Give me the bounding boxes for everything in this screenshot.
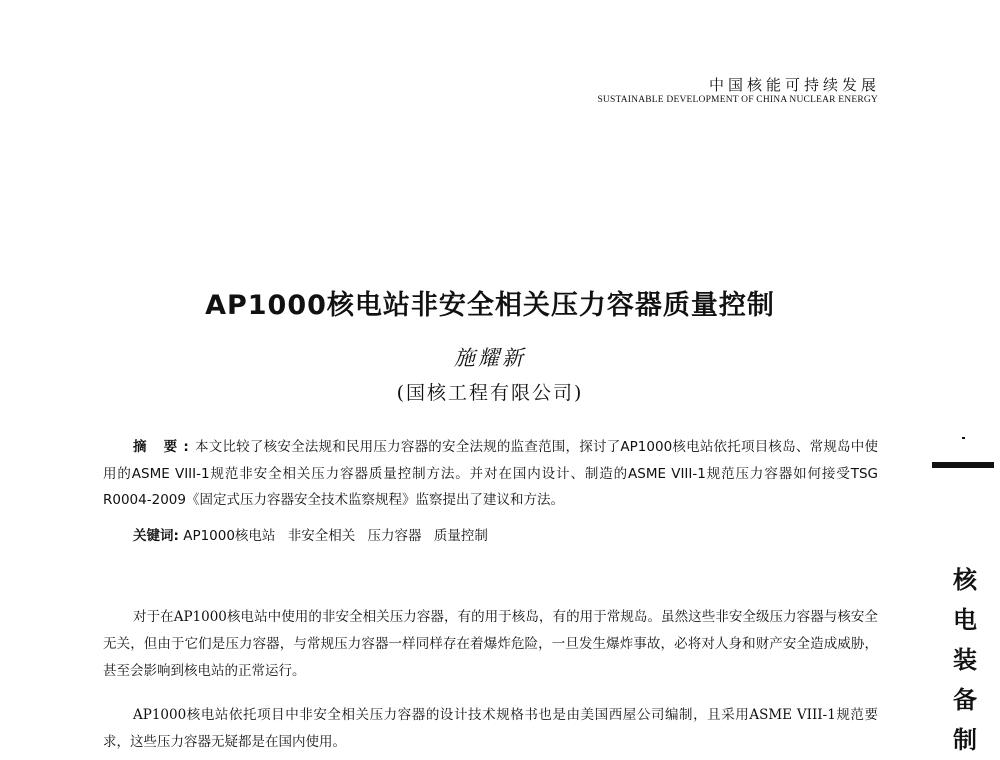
side-label-char: 核	[953, 565, 977, 594]
margin-mark	[962, 437, 965, 439]
side-label-char: 制	[953, 725, 977, 754]
section-side-label	[945, 560, 985, 760]
body-paragraph: AP1000核电站依托项目中非安全相关压力容器的设计技术规格书也是由美国西屋公司编制，且采用ASME VIII-1规范要求，这些压力容器无疑都是在国内使用。	[103, 707, 878, 750]
keyword-item: 非安全相关	[287, 528, 356, 544]
abstract-label: 摘 要:	[133, 439, 195, 455]
abstract-text: 本文比较了核安全法规和民用压力容器的安全法规的监查范围，探讨了AP1000核电站依托项目核岛、常规岛中使用的ASME VIII-1规范非安全相关压力容器质量控制方法。并对在国内设计、制造的ASME VIII-1规范压力容器如何接受TSG R0004-2009《固定式压力容器安全技术监察规程》监察提出了建议和方法。	[103, 439, 878, 508]
journal-title-cn: 中国核能可持续发展	[708, 76, 880, 94]
body-paragraph: 对于在AP1000核电站中使用的非安全相关压力容器，有的用于核岛，有的用于常规岛。虽然这些非安全级压力容器与核安全无关，但由于它们是压力容器，与常规压力容器一样同样存在着爆炸危险，一旦发生爆炸事故，必将对人身和财产安全造成威胁，甚至会影响到核电站的正常运行。	[103, 609, 878, 679]
side-label-char: 装	[953, 645, 977, 674]
keywords-label: 关键词:	[133, 528, 179, 544]
side-label-char: 备	[953, 685, 977, 714]
keywords	[133, 524, 496, 544]
abstract	[103, 434, 878, 514]
keyword-item: 压力容器	[367, 528, 422, 544]
article-author: 施耀新	[454, 346, 526, 370]
section-tab-bar	[932, 462, 994, 468]
keyword-item: 质量控制	[433, 528, 488, 544]
keyword-item: AP1000核电站	[183, 528, 276, 544]
author-affiliation: (国核工程有限公司)	[396, 382, 584, 404]
journal-title-en: SUSTAINABLE DEVELOPMENT OF CHINA NUCLEAR ENERGY	[597, 95, 878, 105]
side-label-char: 电	[953, 605, 977, 634]
article-title: AP1000核电站非安全相关压力容器质量控制	[205, 290, 775, 321]
